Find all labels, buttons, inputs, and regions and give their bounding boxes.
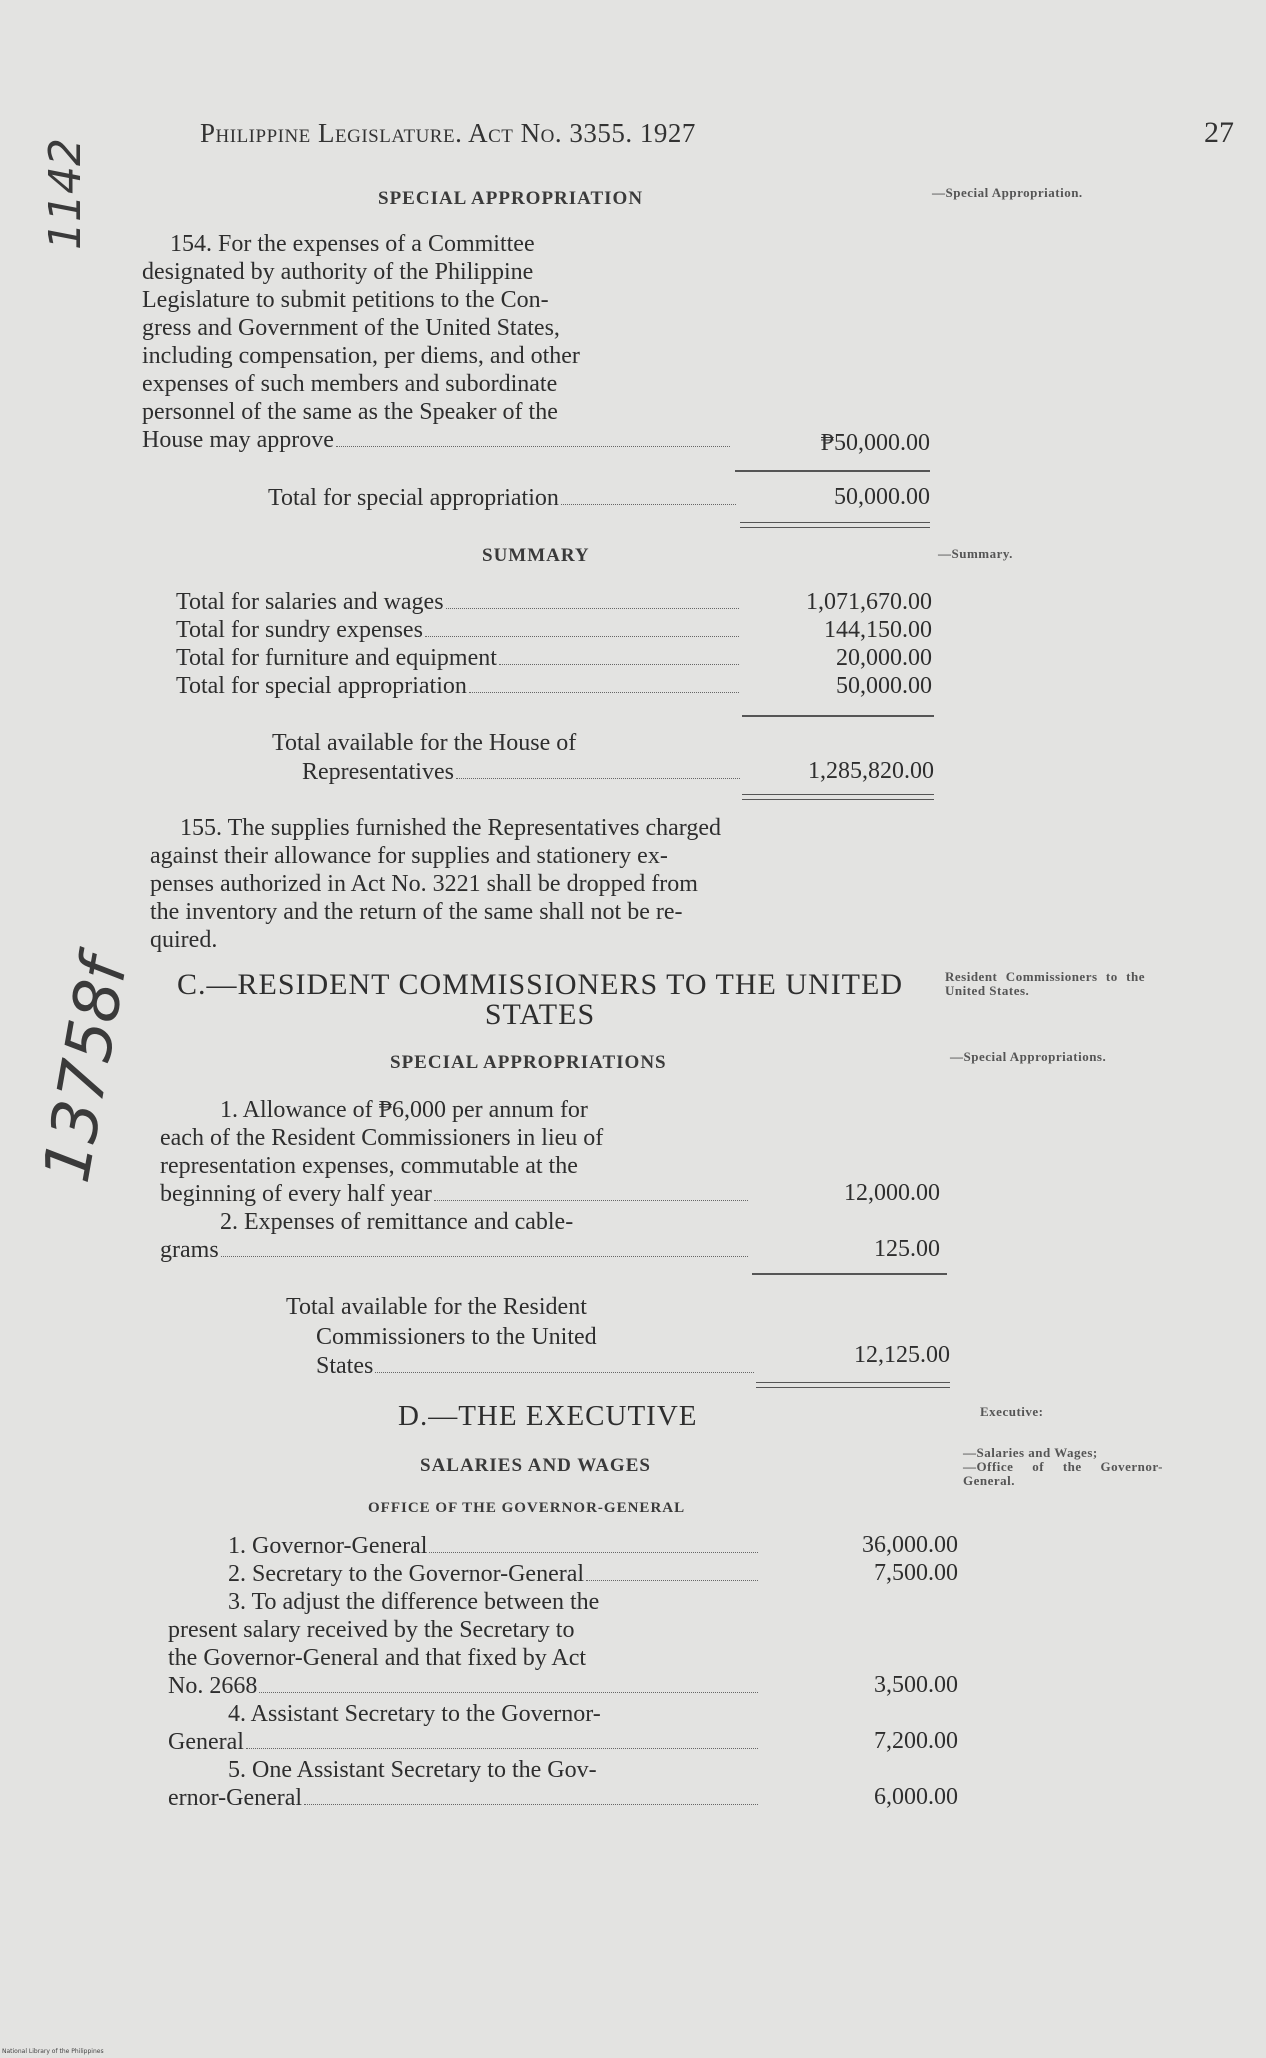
- office-governor-general-heading: OFFICE OF THE GOVERNOR-GENERAL: [368, 1500, 686, 1516]
- section-c-item-2-amount: 125.00: [874, 1236, 940, 1262]
- summary-row-label: Total for salaries and wages: [176, 589, 444, 615]
- item-154-line: gress and Government of the United States,: [142, 315, 560, 341]
- section-d-item-2-amount: 7,500.00: [874, 1560, 958, 1586]
- section-d-item-2: [168, 1560, 760, 1588]
- rule: [742, 715, 934, 717]
- section-c-item-1: [160, 1096, 750, 1264]
- item-154-line: personnel of the same as the Speaker of the: [142, 399, 558, 425]
- section-c-item-1-line: representation expenses, commutable at the: [160, 1153, 578, 1179]
- summary-total-label-line1: Total available for the House of: [272, 730, 577, 756]
- margin-note-salaries: [963, 1446, 1163, 1488]
- section-c-total-line3: States: [316, 1353, 374, 1379]
- item-155-line: penses authorized in Act No. 3221 shall be dropped from: [150, 871, 698, 897]
- section-c-item-2-last: grams: [160, 1237, 219, 1263]
- item-154-line: 154. For the expenses of a Committee: [170, 231, 535, 257]
- section-d-item-3-amount: 3,500.00: [874, 1672, 958, 1698]
- item-155-line: 155. The supplies furnished the Representatives charged: [180, 815, 721, 841]
- section-d-item-1-label: 1. Governor-General: [228, 1533, 428, 1559]
- item-154-amount: ₱50,000.00: [820, 430, 930, 456]
- summary-row: [176, 672, 741, 700]
- section-c-item-1-line: each of the Resident Commissioners in lieu of: [160, 1125, 604, 1151]
- section-d-item-5-amount: 6,000.00: [874, 1784, 958, 1810]
- item-155-line: the inventory and the return of the same shall not be re-: [150, 899, 683, 925]
- summary-heading: SUMMARY: [482, 545, 590, 566]
- section-d-salaries-heading: SALARIES AND WAGES: [420, 1455, 651, 1476]
- item-154: [142, 230, 732, 454]
- section-c-item-1-amount: 12,000.00: [844, 1180, 940, 1206]
- margin-note-executive: Executive:: [980, 1404, 1044, 1419]
- double-rule: [740, 522, 930, 528]
- item-155-line: against their allowance for supplies and stationery ex-: [150, 843, 668, 869]
- item-155: [150, 814, 938, 954]
- section-c-item-2-line1: 2. Expenses of remittance and cable-: [220, 1209, 574, 1235]
- special-appropriation-heading: SPECIAL APPROPRIATION: [378, 188, 644, 209]
- section-d-item-5-last: ernor-General: [168, 1785, 303, 1811]
- margin-note-salaries-wages: —Salaries and Wages;: [963, 1445, 1098, 1460]
- rule: [735, 470, 930, 472]
- section-c-total-line2: Commissioners to the United: [316, 1324, 597, 1350]
- summary-total-amount: 1,285,820.00: [808, 758, 934, 784]
- handwritten-mark-side: 13758f: [30, 952, 143, 1188]
- section-c-title-line1: C.—RESIDENT COMMISSIONERS TO THE UNITED: [177, 968, 903, 1001]
- total-special-appropriation-row: [268, 484, 738, 512]
- summary-row-amount: 20,000.00: [836, 645, 932, 671]
- section-d-item-3-last: No. 2668: [168, 1673, 258, 1699]
- section-c-item-1-last: beginning of every half year: [160, 1181, 432, 1207]
- footer-credit: National Library of the Philippines: [2, 2048, 104, 2055]
- section-d-items: [168, 1532, 760, 1812]
- section-d-item-4-amount: 7,200.00: [874, 1728, 958, 1754]
- section-d-item-3-line: 3. To adjust the difference between the: [228, 1589, 600, 1615]
- section-c-total-line1: Total available for the Resident: [286, 1294, 587, 1320]
- summary-row: [176, 588, 741, 616]
- summary-row: [176, 616, 741, 644]
- section-c-total-row: [316, 1352, 756, 1380]
- summary-total-label-line2: Representatives: [302, 759, 454, 785]
- handwritten-mark-top: 1142: [40, 138, 91, 250]
- margin-note-special-appropriations: —Special Appropriations.: [950, 1049, 1107, 1064]
- summary-row-label: Total for sundry expenses: [176, 617, 423, 643]
- margin-note-special-appropriation: —Special Appropriation.: [932, 185, 1083, 200]
- section-d-item-3: [168, 1588, 760, 1700]
- double-rule: [742, 794, 934, 800]
- total-special-appropriation-amount: 50,000.00: [834, 484, 930, 510]
- section-d-title: D.—THE EXECUTIVE: [398, 1400, 698, 1432]
- summary-row-amount: 1,071,670.00: [806, 589, 932, 615]
- item-155-line: quired.: [150, 927, 218, 953]
- summary-row-amount: 50,000.00: [836, 673, 932, 699]
- item-154-line: expenses of such members and subordinate: [142, 371, 558, 397]
- section-c-title: [150, 970, 930, 1030]
- summary-total-row: [302, 758, 742, 786]
- running-head: Philippine Legislature. Act No. 3355. 1927: [200, 118, 696, 148]
- item-154-line: Legislature to submit petitions to the Con-: [142, 287, 549, 313]
- item-154-line: designated by authority of the Philippine: [142, 259, 534, 285]
- section-d-item-4-line1: 4. Assistant Secretary to the Governor-: [228, 1701, 601, 1727]
- section-d-item-3-line: present salary received by the Secretary to: [168, 1617, 575, 1643]
- summary-row-amount: 144,150.00: [824, 617, 932, 643]
- double-rule: [756, 1382, 950, 1388]
- item-154-line: including compensation, per diems, and other: [142, 343, 580, 369]
- margin-note-summary: —Summary.: [938, 546, 1013, 561]
- summary-row-label: Total for furniture and equipment: [176, 645, 497, 671]
- summary-rows: [176, 588, 741, 700]
- section-d-item-1-amount: 36,000.00: [862, 1532, 958, 1558]
- section-d-item-1: [168, 1532, 760, 1560]
- section-c-item-1-line: 1. Allowance of ₱6,000 per annum for: [220, 1097, 588, 1123]
- margin-note-office-governor: —Office of the Governor-General.: [963, 1459, 1163, 1488]
- section-d-item-5: [168, 1756, 760, 1812]
- margin-note-resident-commissioners: Resident Commissioners to the United States.: [945, 969, 1145, 998]
- rule: [752, 1273, 947, 1275]
- section-d-item-4: [168, 1700, 760, 1756]
- section-c-total-amount: 12,125.00: [854, 1342, 950, 1368]
- summary-row: [176, 644, 741, 672]
- item-154-last-line: House may approve: [142, 427, 334, 453]
- summary-row-label: Total for special appropriation: [176, 673, 467, 699]
- section-d-item-4-last: General: [168, 1729, 244, 1755]
- total-special-appropriation-label: Total for special appropriation: [268, 485, 559, 511]
- section-c-title-line2: STATES: [484, 998, 596, 1031]
- section-d-item-5-line1: 5. One Assistant Secretary to the Gov-: [228, 1757, 597, 1783]
- section-d-item-3-line: the Governor-General and that fixed by Act: [168, 1645, 587, 1671]
- section-d-item-2-label: 2. Secretary to the Governor-General: [228, 1561, 585, 1587]
- section-c-special-appropriations-heading: SPECIAL APPROPRIATIONS: [390, 1052, 667, 1073]
- summary-amounts: [760, 588, 932, 700]
- page-number: 27: [1204, 116, 1234, 149]
